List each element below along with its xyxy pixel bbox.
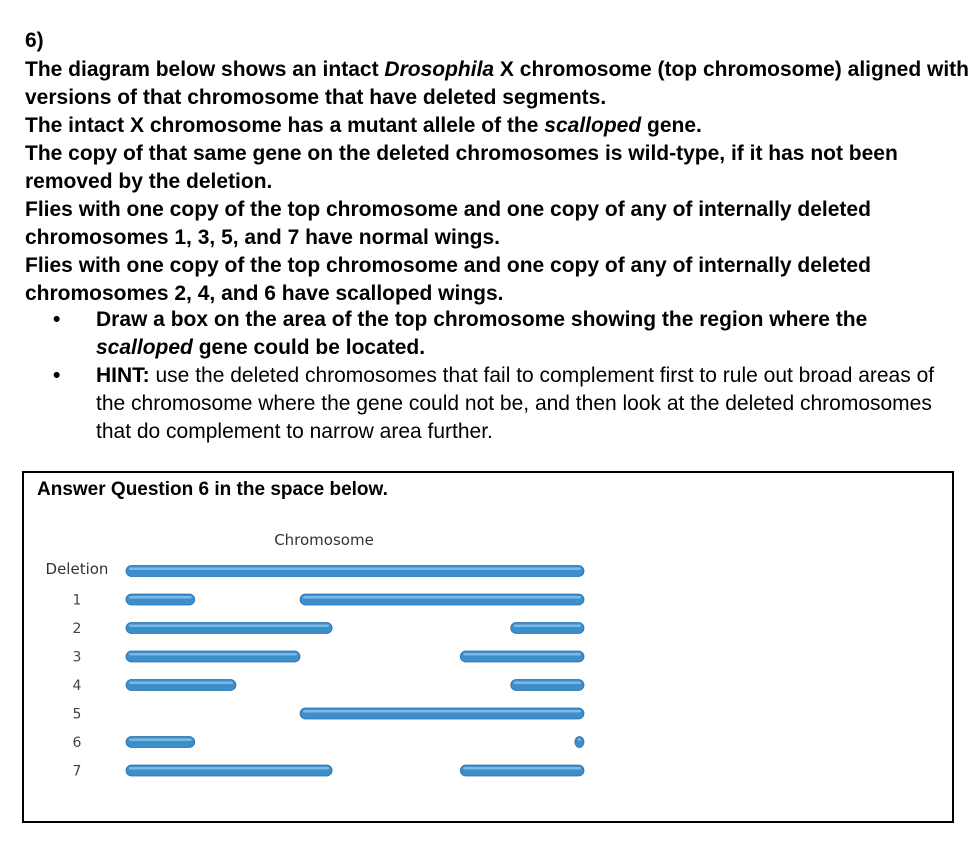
- answer-box[interactable]: [22, 471, 954, 823]
- answer-label: Answer Question 6 in the space below.: [37, 479, 388, 500]
- question-line: The copy of that same gene on the deleted chromosomes is wild-type, if it has not been removed by the deletion.: [25, 142, 898, 193]
- chromosome-title: Chromosome: [274, 531, 374, 549]
- deletion-chromosome-segment: [511, 623, 584, 634]
- deletion-header: Deletion: [45, 560, 109, 578]
- deletion-number-label: 2: [72, 621, 82, 637]
- segment-highlight: [129, 767, 329, 770]
- segment-highlight: [129, 568, 581, 571]
- deletion-chromosome-segment: [126, 594, 195, 605]
- segment-highlight: [303, 710, 581, 713]
- deletion-chromosome-segment: [511, 680, 584, 691]
- segment-highlight: [514, 682, 581, 685]
- question-line: Flies with one copy of the top chromosome and one copy of any of internally deleted chromosomes 1, 3, 5, and 7 have normal wings.: [25, 198, 871, 249]
- deletion-chromosome-segment: [460, 765, 584, 776]
- deletion-chromosome-segment: [126, 680, 236, 691]
- segment-highlight: [463, 767, 581, 770]
- deletion-chromosome-segment: [126, 623, 332, 634]
- question-line: The intact X chromosome has a mutant allele of the scalloped gene.: [25, 114, 702, 137]
- deletion-map-figure: [39, 523, 604, 793]
- instruction-list: [53, 306, 953, 446]
- deletion-chromosome-segment: [300, 594, 584, 605]
- bullet-icon: •: [53, 308, 61, 331]
- instruction-item: • HINT: use the deleted chromosomes that fail to complement first to rule out broad areas of the chromosome where the gene could not be, and then look at the deleted chromosomes that do complement to narrow area further.: [53, 364, 935, 443]
- segment-highlight: [129, 682, 233, 685]
- deletion-chromosome-segment: [126, 651, 300, 662]
- deletion-chromosome-segment: [126, 765, 332, 776]
- segment-highlight: [463, 653, 581, 656]
- deletion-number-label: 5: [72, 706, 82, 723]
- segment-highlight: [129, 596, 192, 599]
- segment-highlight: [129, 653, 297, 656]
- segment-highlight: [129, 625, 329, 628]
- question-line: The diagram below shows an intact Drosophila X chromosome (top chromosome) aligned with versions of that chromosome that have deleted segments.: [25, 58, 969, 109]
- bullet-icon: •: [53, 364, 61, 387]
- segment-highlight: [578, 739, 581, 742]
- deletion-map-svg: [39, 523, 604, 793]
- question-text: [25, 56, 970, 308]
- deletion-chromosome-segment: [460, 651, 584, 662]
- deletion-chromosome-segment: [126, 737, 195, 748]
- instruction-item: • Draw a box on the area of the top chromosome showing the region where the scalloped gene could be located.: [53, 308, 868, 359]
- deletion-chromosome-segment: [575, 737, 584, 748]
- deletion-number-label: 4: [72, 678, 82, 694]
- segment-highlight: [303, 596, 581, 599]
- question-line: Flies with one copy of the top chromosome and one copy of any of internally deleted chromosomes 2, 4, and 6 have scalloped wings.: [25, 254, 871, 305]
- segment-highlight: [514, 625, 581, 628]
- deletion-number-label: 3: [72, 649, 82, 666]
- deletion-number-label: 1: [72, 592, 82, 609]
- deletion-chromosome-segment: [300, 708, 584, 719]
- intact-chromosome-bar: [126, 566, 584, 577]
- deletion-number-label: 7: [72, 763, 82, 780]
- deletion-number-label: 6: [72, 735, 82, 751]
- segment-highlight: [129, 739, 192, 742]
- question-number: 6): [25, 29, 44, 52]
